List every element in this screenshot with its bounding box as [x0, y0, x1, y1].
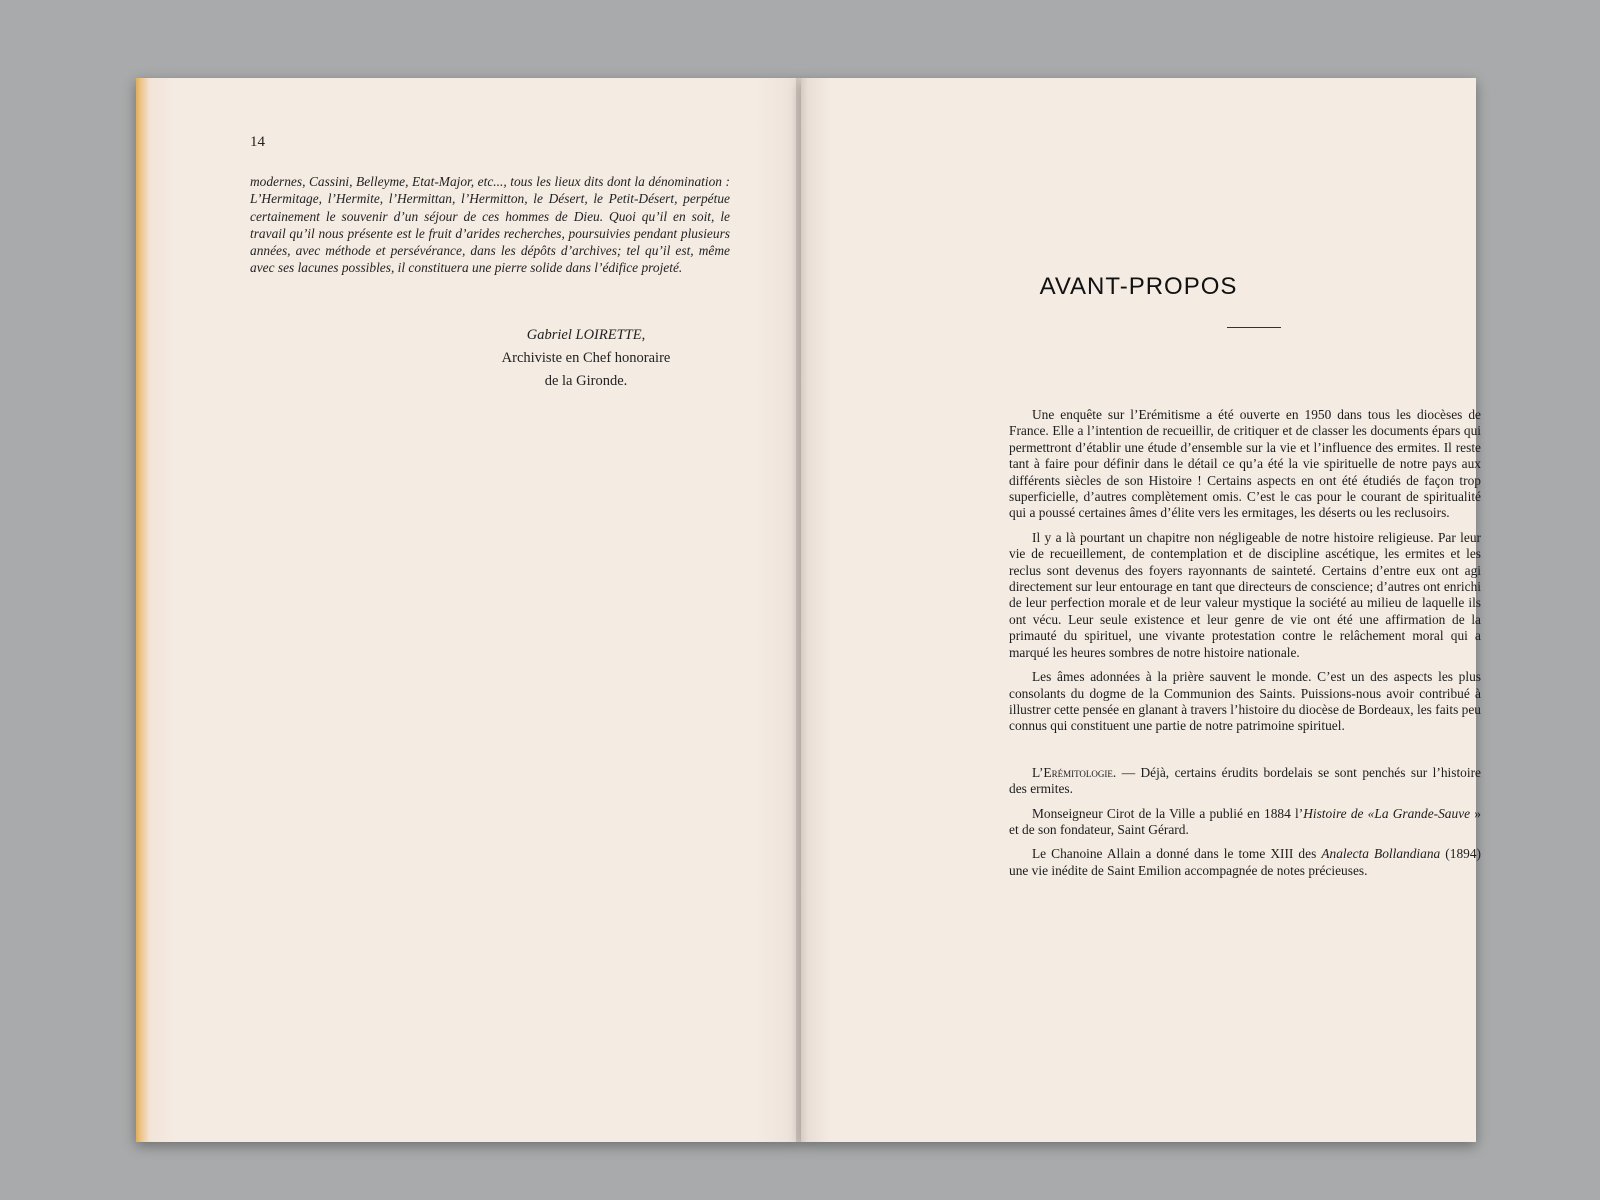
- body-paragraph: Une enquête sur l’Erémitisme a été ouverte en 1950 dans tous les diocèses de France. Elle a l’intention de recueillir, de critiquer et de classer les documents épars qui permettront d’établir une étude d’ensemble sur la vie et l’influence des ermites. Il reste tant à faire pour définir dans le détail ce qu’a été la vie spirituelle de notre pays aux différents siècles de son Histoire ! Certains aspects en ont été étudiés de façon trop superficielle, d’autres complètement omis. C’est le cas pour le courant de spiritualité qui a poussé certaines âmes d’élite vers les ermitages, les déserts ou les reclusoirs.: [1009, 407, 1481, 521]
- left-page: [136, 78, 801, 1142]
- cirot-text-end: » et de son fondateur, Saint Gérard.: [1009, 805, 1481, 837]
- allain-journal-title: Analecta Bollandiana: [1321, 846, 1441, 862]
- allain-text-end: (1894) une vie inédite de Saint Emilion accompagnée de notes précieuses.: [1009, 846, 1481, 878]
- body-paragraph: Les âmes adonnées à la prière sauvent le monde. C’est un des aspects les plus consolants du dogme de la Communion des Saints. Puissions-nous avoir contribué à illustrer cette pensée en glanant à travers l’histoire du diocèse de Bordeaux, les faits peu connus qui constituent une partie de notre patrimoine spirituel.: [1009, 669, 1481, 734]
- section-paragraph: [1009, 765, 1481, 798]
- signature-title-line2: de la Gironde.: [544, 373, 628, 389]
- cirot-paragraph: [1009, 806, 1481, 839]
- cirot-text-start: Monseigneur Cirot de la Ville a publié en 1884 l’: [1032, 805, 1304, 821]
- signature-title-line1: Archiviste en Chef honoraire: [501, 350, 671, 366]
- signature-block: [436, 324, 736, 393]
- signature-name: Gabriel LOIRETTE,: [526, 327, 646, 343]
- right-page-body: [1009, 407, 1481, 887]
- section-text: Déjà, certains érudits bordelais se sont penchés sur l’histoire des ermites.: [1009, 764, 1482, 797]
- section-dash: —: [1116, 764, 1141, 780]
- chapter-title: AVANT-PROPOS: [1039, 273, 1238, 300]
- page-number: 14: [250, 134, 265, 150]
- cirot-book-title: Histoire de «La Grande-Sauve: [1303, 805, 1471, 821]
- open-book: [136, 78, 1482, 1142]
- right-page: [801, 78, 1482, 1142]
- left-page-paragraph: modernes, Cassini, Belleyme, Etat-Major, etc..., tous les lieux dits dont la dénomination : L’Hermitage, l’Hermite, l’Hermittan, l’Hermitton, le Désert, le Petit-Désert, perpétue certainement le souvenir d’un séjour de ces hommes de Dieu. Quoi qu’il en soit, le travail qu’il nous présente est le fruit d’arides recherches, poursuivies pendant plusieurs années, avec méthode et persévérance, dans les dépôts d’archives; tel qu’il est, même avec ses lacunes possibles, il constituera une pierre solide dans l’édifice projeté.: [250, 174, 730, 276]
- allain-text-start: Le Chanoine Allain a donné dans le tome XIII des: [1032, 846, 1322, 862]
- title-divider: [1227, 327, 1281, 328]
- book-gutter: [796, 78, 808, 1142]
- allain-paragraph: [1009, 846, 1481, 879]
- section-heading: L’Erémitologie.: [1032, 764, 1117, 780]
- body-paragraph: Il y a là pourtant un chapitre non négligeable de notre histoire religieuse. Par leur vie de recueillement, de contemplation et de discipline ascétique, les ermites et les reclus sont devenus des foyers rayonnants de sainteté. Certains d’entre eux ont agi directement sur leur entourage en tant que directeurs de conscience; d’autres ont enrichi de leur perfection morale et de leur valeur mystique la société au milieu de laquelle ils ont vécu. Leur seule existence et leur genre de vie ont été une affirmation de la primauté du spirituel, une vivante protestation contre le relâchement moral qui a marqué les heures sombres de notre histoire nationale.: [1009, 529, 1481, 660]
